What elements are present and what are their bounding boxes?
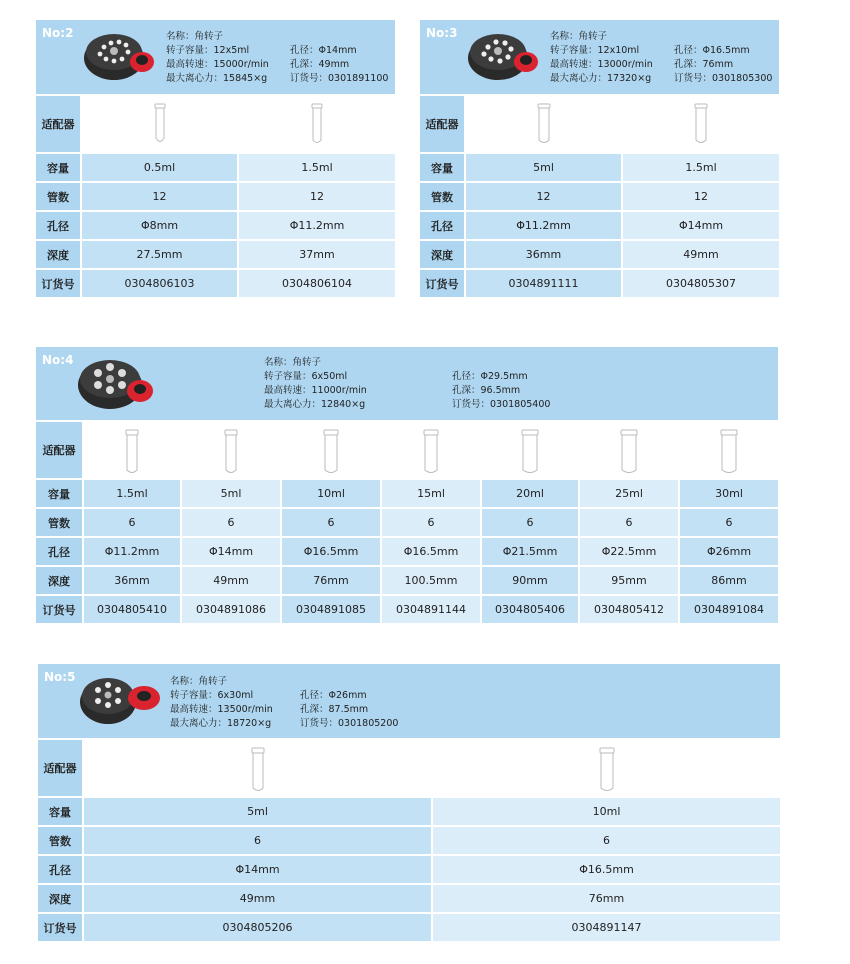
spec-force: 最大离心力：12840×g [264, 399, 366, 410]
table-cell: 0304805412 [580, 596, 678, 623]
adapter-row [420, 96, 779, 152]
rotor-block-no3 [420, 20, 779, 298]
spec-bore: 孔径：Φ29.5mm [452, 371, 528, 382]
table-cell: 0304805406 [482, 596, 578, 623]
adapter-cell [382, 422, 480, 478]
depth-row [36, 567, 778, 594]
table-cell: 1.5ml [623, 154, 779, 181]
rotor-number: No:5 [44, 670, 76, 684]
table-cell: 30ml [680, 480, 778, 507]
adapter-row [36, 422, 778, 478]
spec-speed: 最高转速：15000r/min [166, 59, 269, 70]
row-label: 管数 [420, 183, 464, 210]
rotor-image [76, 353, 156, 413]
spec-force: 最大离心力：17320×g [550, 73, 652, 84]
bore-row [36, 212, 395, 239]
table-cell: Φ11.2mm [239, 212, 395, 239]
spec-depth: 孔深：49mm [290, 59, 350, 70]
row-label: 适配器 [36, 96, 80, 152]
table-cell: 36mm [466, 241, 621, 268]
tube-icon [598, 746, 616, 794]
row-label: 深度 [420, 241, 464, 268]
table-cell: 0304805410 [84, 596, 180, 623]
table-cell: 15ml [382, 480, 480, 507]
adapter-cell [466, 96, 621, 152]
spec-force: 最大离心力：18720×g [170, 718, 272, 729]
row-label: 管数 [38, 827, 82, 854]
adapter-cell [680, 422, 778, 478]
row-label: 适配器 [36, 422, 82, 478]
table-cell: Φ21.5mm [482, 538, 578, 565]
adapter-cell [82, 96, 237, 152]
table-cell: 6 [680, 509, 778, 536]
tube-icon [719, 428, 739, 476]
table-cell: 49mm [623, 241, 779, 268]
spec-depth: 孔深：87.5mm [300, 704, 369, 715]
tube-icon [124, 428, 140, 476]
row-label: 深度 [36, 567, 82, 594]
row-label: 孔径 [36, 538, 82, 565]
depth-row [420, 241, 779, 268]
table-cell: 5ml [466, 154, 621, 181]
row-label: 适配器 [420, 96, 464, 152]
table-cell: 6 [282, 509, 380, 536]
rotor-header [420, 20, 779, 94]
depth-row [38, 885, 780, 912]
order-row [36, 596, 778, 623]
table-cell: Φ14mm [182, 538, 280, 565]
adapter-cell [182, 422, 280, 478]
row-label: 订货号 [36, 596, 82, 623]
table-cell: 6 [182, 509, 280, 536]
tube-icon [693, 102, 709, 146]
row-label: 孔径 [36, 212, 80, 239]
row-label: 管数 [36, 183, 80, 210]
table-cell: 95mm [580, 567, 678, 594]
table-cell: 76mm [433, 885, 780, 912]
table-cell: 0304805307 [623, 270, 779, 297]
spec-name: 名称：角转子 [264, 357, 322, 368]
row-label: 订货号 [38, 914, 82, 941]
table-cell: 6 [482, 509, 578, 536]
spec-speed: 最高转速：13500r/min [170, 704, 273, 715]
capacity-row [38, 798, 780, 825]
tube-icon [223, 428, 239, 476]
rotor-header [38, 664, 780, 738]
row-label: 管数 [36, 509, 82, 536]
adapter-cell [482, 422, 578, 478]
table-cell: 12 [466, 183, 621, 210]
order-row [38, 914, 780, 941]
rotor-header [36, 347, 778, 420]
spec-capacity: 转子容量：6x30ml [170, 690, 254, 701]
tube-icon [536, 102, 552, 146]
table-cell: 0304806103 [82, 270, 237, 297]
spec-capacity: 转子容量：12x5ml [166, 45, 250, 56]
table-cell: 1.5ml [84, 480, 180, 507]
table-cell: Φ16.5mm [282, 538, 380, 565]
table-cell: 1.5ml [239, 154, 395, 181]
table-cell: Φ16.5mm [382, 538, 480, 565]
row-label: 容量 [36, 480, 82, 507]
spec-order: 订货号：0301891100 [290, 73, 389, 84]
tube-icon [619, 428, 639, 476]
table-cell: 0304891084 [680, 596, 778, 623]
rotor-block-no2 [36, 20, 395, 298]
bore-row [38, 856, 780, 883]
spec-capacity: 转子容量：12x10ml [550, 45, 640, 56]
tubes-row [36, 183, 395, 210]
adapter-cell [239, 96, 395, 152]
row-label: 孔径 [420, 212, 464, 239]
table-cell: 6 [433, 827, 780, 854]
row-label: 容量 [420, 154, 464, 181]
table-cell: 10ml [282, 480, 380, 507]
table-cell: Φ11.2mm [466, 212, 621, 239]
spec-bore: 孔径：Φ26mm [300, 690, 367, 701]
row-label: 深度 [36, 241, 80, 268]
table-cell: 0304806104 [239, 270, 395, 297]
row-label: 容量 [36, 154, 80, 181]
table-cell: Φ26mm [680, 538, 778, 565]
tubes-row [36, 509, 778, 536]
table-cell: 20ml [482, 480, 578, 507]
rotor-block-no5 [38, 664, 780, 943]
row-label: 容量 [38, 798, 82, 825]
table-cell: Φ8mm [82, 212, 237, 239]
table-cell: 49mm [182, 567, 280, 594]
order-row [36, 270, 395, 297]
tube-icon [520, 428, 540, 476]
adapter-cell [84, 740, 431, 796]
table-cell: Φ14mm [623, 212, 779, 239]
table-cell: 0.5ml [82, 154, 237, 181]
tubes-row [420, 183, 779, 210]
spec-name: 名称：角转子 [166, 31, 224, 42]
table-cell: Φ14mm [84, 856, 431, 883]
table-cell: 0304891147 [433, 914, 780, 941]
spec-bore: 孔径：Φ16.5mm [674, 45, 750, 56]
tube-icon [250, 746, 266, 794]
table-cell: 12 [82, 183, 237, 210]
table-cell: 0304891144 [382, 596, 480, 623]
table-cell: 36mm [84, 567, 180, 594]
table-cell: 6 [382, 509, 480, 536]
table-cell: Φ22.5mm [580, 538, 678, 565]
bore-row [36, 538, 778, 565]
table-cell: 0304805206 [84, 914, 431, 941]
table-cell: 12 [239, 183, 395, 210]
table-cell: 5ml [182, 480, 280, 507]
table-cell: 100.5mm [382, 567, 480, 594]
row-label: 深度 [38, 885, 82, 912]
spec-order: 订货号：0301805400 [452, 399, 551, 410]
depth-row [36, 241, 395, 268]
adapter-cell [84, 422, 180, 478]
tube-icon [322, 428, 340, 476]
table-cell: 37mm [239, 241, 395, 268]
table-cell: 5ml [84, 798, 431, 825]
table-cell: 6 [84, 509, 180, 536]
tubes-row [38, 827, 780, 854]
row-label: 孔径 [38, 856, 82, 883]
row-label: 订货号 [420, 270, 464, 297]
order-row [420, 270, 779, 297]
table-cell: 90mm [482, 567, 578, 594]
table-cell: 0304891085 [282, 596, 380, 623]
spec-depth: 孔深：96.5mm [452, 385, 521, 396]
rotor-number: No:4 [42, 353, 74, 367]
rotor-image [466, 28, 540, 84]
table-cell: 6 [580, 509, 678, 536]
spec-force: 最大离心力：15845×g [166, 73, 268, 84]
table-cell: 0304891086 [182, 596, 280, 623]
table-cell: 49mm [84, 885, 431, 912]
bore-row [420, 212, 779, 239]
table-cell: 10ml [433, 798, 780, 825]
adapter-cell [580, 422, 678, 478]
table-cell: 25ml [580, 480, 678, 507]
spec-name: 名称：角转子 [550, 31, 608, 42]
spec-order: 订货号：0301805200 [300, 718, 399, 729]
table-cell: 27.5mm [82, 241, 237, 268]
spec-capacity: 转子容量：6x50ml [264, 371, 348, 382]
rotor-image [78, 670, 164, 730]
rotor-number: No:3 [426, 26, 458, 40]
capacity-row [36, 480, 778, 507]
table-cell: Φ16.5mm [433, 856, 780, 883]
rotor-header [36, 20, 395, 94]
adapter-row [36, 96, 395, 152]
adapter-cell [433, 740, 780, 796]
tube-icon [153, 102, 167, 146]
capacity-row [36, 154, 395, 181]
adapter-cell [623, 96, 779, 152]
spec-depth: 孔深：76mm [674, 59, 734, 70]
spec-speed: 最高转速：13000r/min [550, 59, 653, 70]
spec-speed: 最高转速：11000r/min [264, 385, 367, 396]
spec-bore: 孔径：Φ14mm [290, 45, 357, 56]
spec-order: 订货号：0301805300 [674, 73, 773, 84]
tube-icon [422, 428, 440, 476]
row-label: 订货号 [36, 270, 80, 297]
table-cell: 76mm [282, 567, 380, 594]
table-cell: 12 [623, 183, 779, 210]
adapter-row [38, 740, 780, 796]
table-cell: Φ11.2mm [84, 538, 180, 565]
spec-name: 名称：角转子 [170, 676, 228, 687]
capacity-row [420, 154, 779, 181]
rotor-image [82, 28, 156, 84]
tube-icon [310, 102, 324, 146]
table-cell: 6 [84, 827, 431, 854]
adapter-cell [282, 422, 380, 478]
rotor-number: No:2 [42, 26, 74, 40]
rotor-block-no4 [36, 347, 778, 625]
row-label: 适配器 [38, 740, 82, 796]
table-cell: 0304891111 [466, 270, 621, 297]
table-cell: 86mm [680, 567, 778, 594]
